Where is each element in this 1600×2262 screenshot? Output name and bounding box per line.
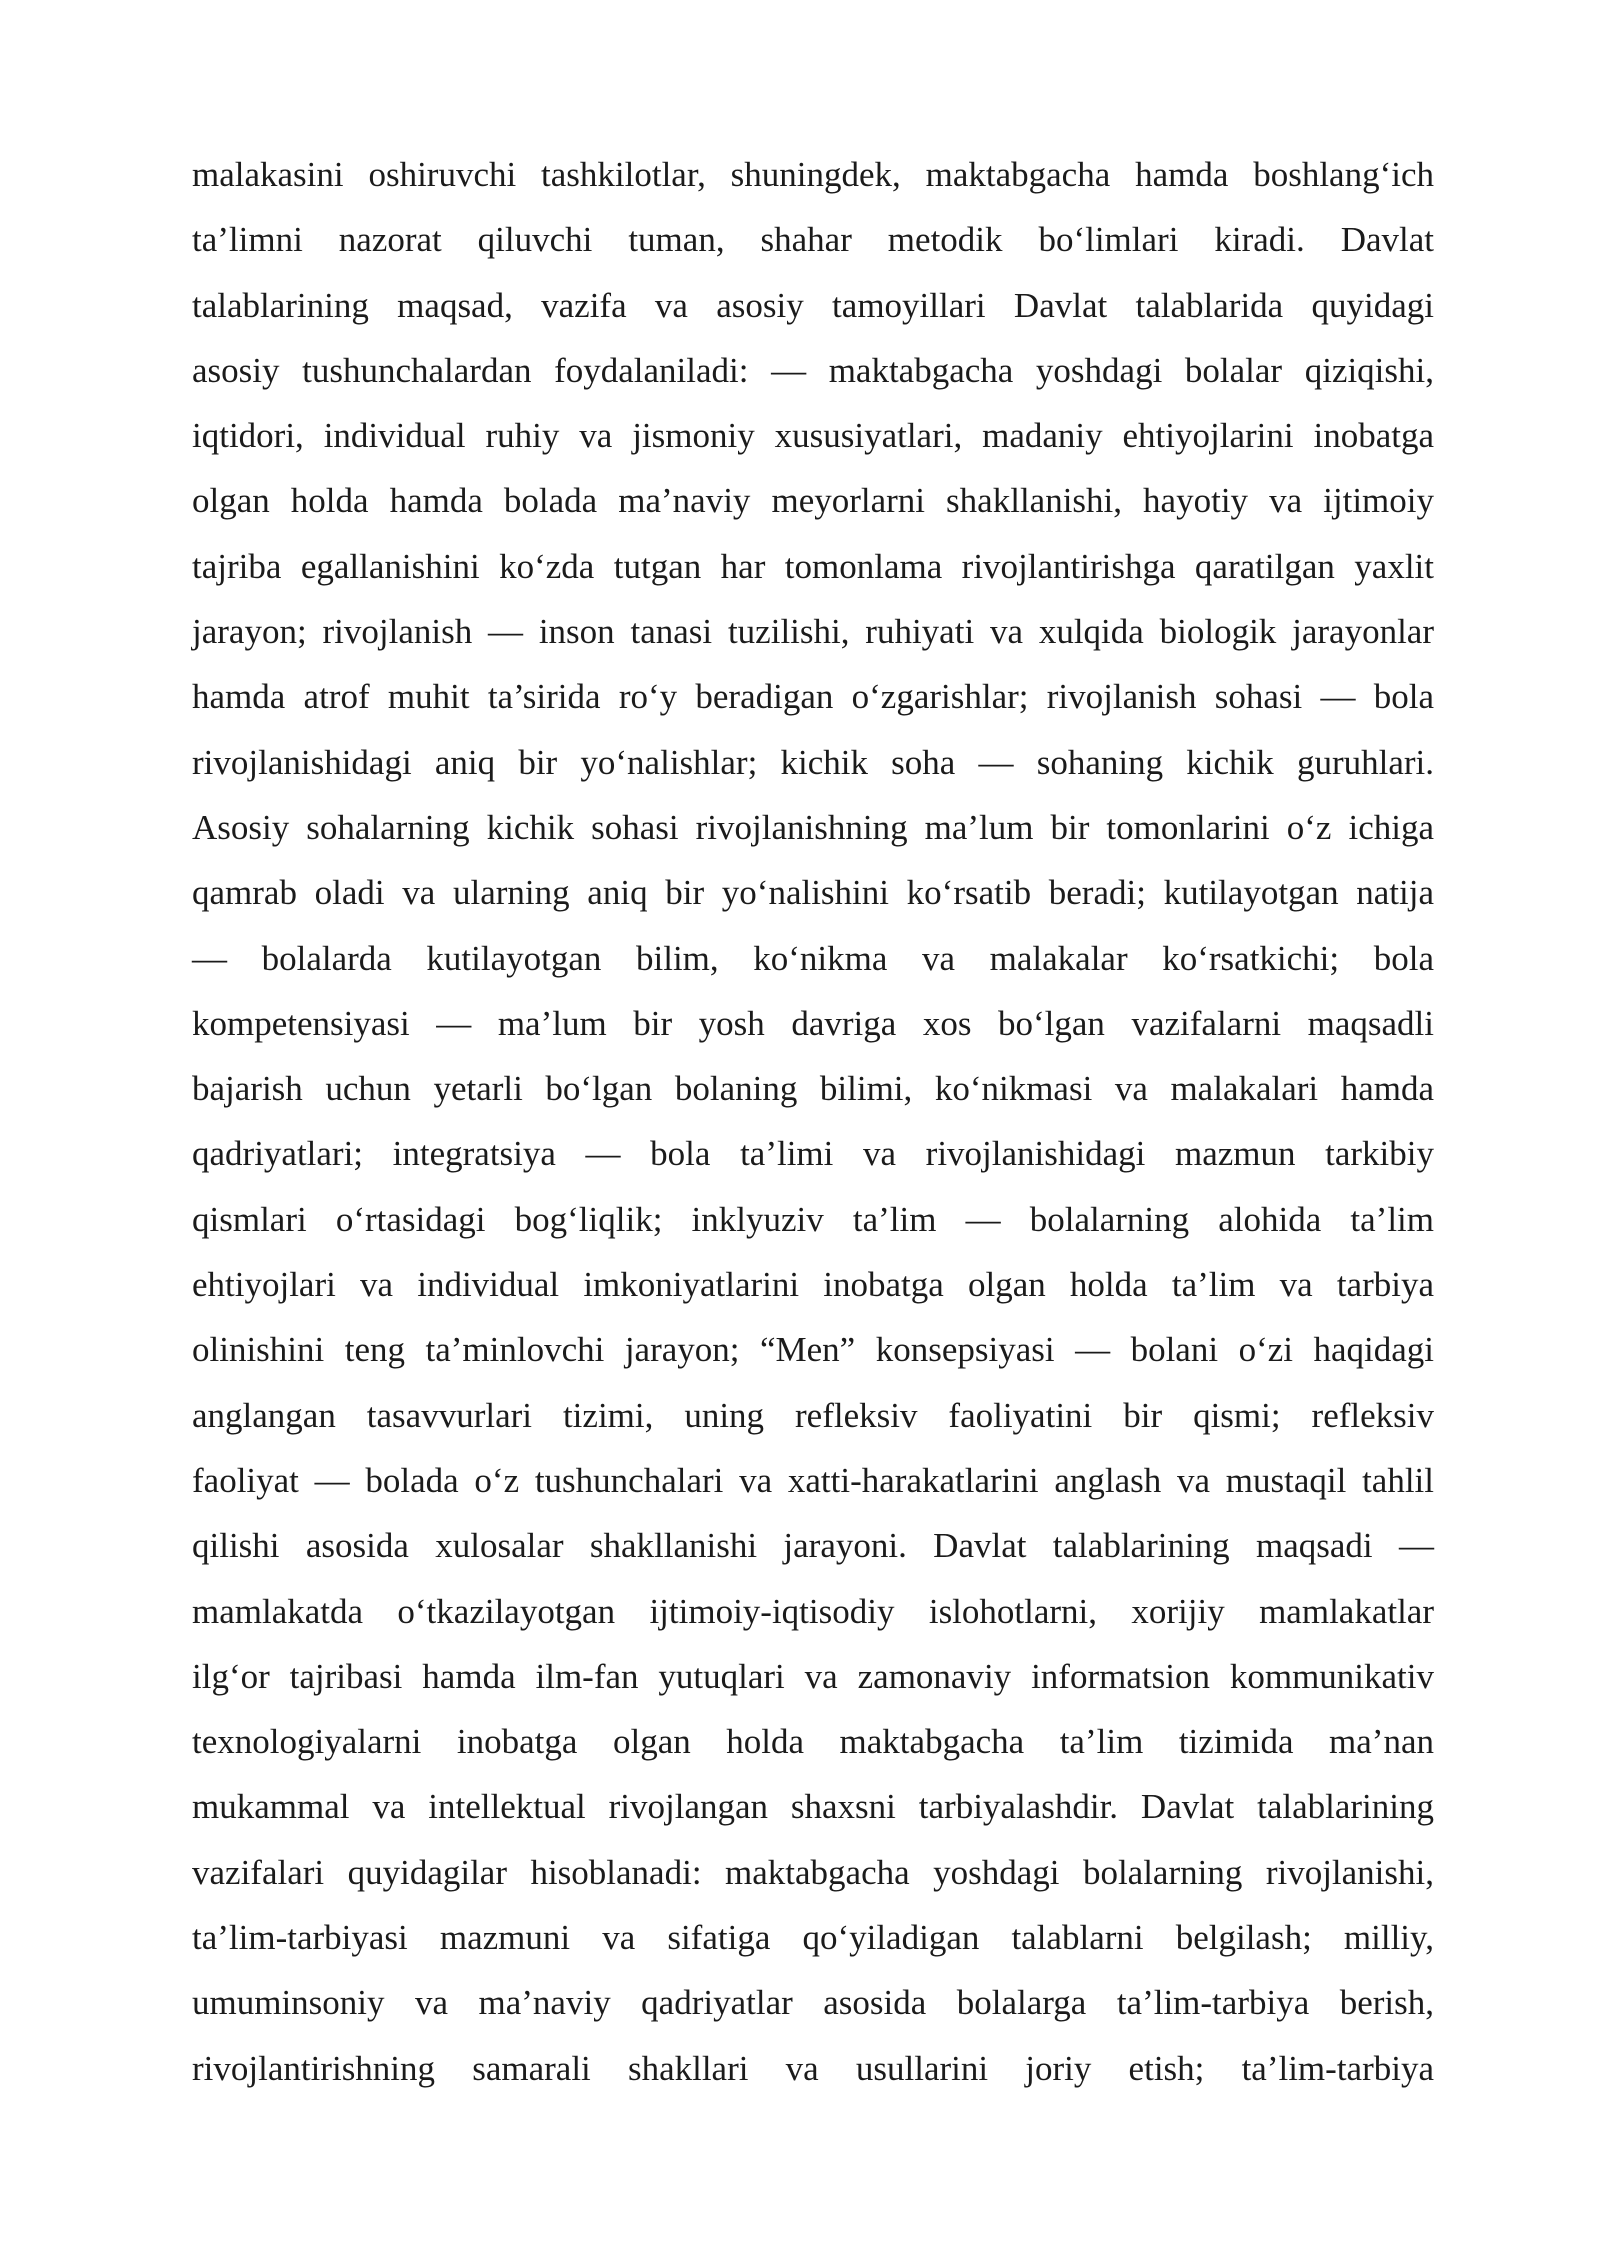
text-line: asosiy tushunchalardan foydalaniladi: — maktabgacha yoshdagi bolalar qiziqishi, [192, 350, 1434, 390]
text-line: talablarining maqsad, vazifa va asosiy tamoyillari Davlat talablarida quyidagi [192, 285, 1434, 325]
text-line: olinishini teng ta’minlovchi jarayon; “Men” konsepsiyasi — bolani o‘zi haqidagi [192, 1330, 1434, 1370]
text-line: rivojlanishidagi aniq bir yo‘nalishlar; kichik soha — sohaning kichik guruhlari. [192, 742, 1434, 782]
text-line: anglangan tasavvurlari tizimi, uning refleksiv faoliyatini bir qismi; refleksiv [192, 1395, 1434, 1435]
text-line: qamrab oladi va ularning aniq bir yo‘nalishini ko‘rsatib beradi; kutilayotgan natija [192, 873, 1434, 913]
text-line: umuminsoniy va ma’naviy qadriyatlar asosida bolalarga ta’lim-tarbiya berish, [192, 1983, 1434, 2023]
text-line: ta’limni nazorat qiluvchi tuman, shahar metodik bo‘limlari kiradi. Davlat [192, 220, 1434, 260]
text-line: malakasini oshiruvchi tashkilotlar, shuningdek, maktabgacha hamda boshlang‘ich [192, 155, 1434, 194]
text-line: bajarish uchun yetarli bo‘lgan bolaning bilimi, ko‘nikmasi va malakalari hamda [192, 1069, 1434, 1109]
text-line: iqtidori, individual ruhiy va jismoniy xususiyatlari, madaniy ehtiyojlarini inobatga [192, 416, 1434, 456]
text-line: Asosiy sohalarning kichik sohasi rivojlanishning ma’lum bir tomonlarini o‘z ichiga [192, 807, 1434, 847]
text-line: qilishi asosida xulosalar shakllanishi jarayoni. Davlat talablarining maqsadi — [192, 1526, 1434, 1566]
text-line: qismlari o‘rtasidagi bog‘liqlik; inklyuziv ta’lim — bolalarning alohida ta’lim [192, 1199, 1434, 1239]
text-line: mukammal va intellektual rivojlangan shaxsni tarbiyalashdir. Davlat talablarining [192, 1787, 1434, 1827]
text-line: ilg‘or tajribasi hamda ilm-fan yutuqlari va zamonaviy informatsion kommunikativ [192, 1656, 1434, 1696]
text-line: olgan holda hamda bolada ma’naviy meyorlarni shakllanishi, hayotiy va ijtimoiy [192, 481, 1434, 521]
text-line: hamda atrof muhit ta’sirida ro‘y beradigan o‘zgarishlar; rivojlanish sohasi — bola [192, 677, 1434, 717]
text-line: faoliyat — bolada o‘z tushunchalari va xatti-harakatlarini anglash va mustaqil tahlil [192, 1460, 1434, 1500]
text-line: mamlakatda o‘tkazilayotgan ijtimoiy-iqtisodiy islohotlarni, xorijiy mamlakatlar [192, 1591, 1434, 1631]
text-line: rivojlantirishning samarali shakllari va usullarini joriy etish; ta’lim-tarbiya [192, 2048, 1434, 2088]
body-paragraph [192, 148, 1434, 2107]
text-line: qadriyatlari; integratsiya — bola ta’limi va rivojlanishidagi mazmun tarkibiy [192, 1134, 1434, 1174]
text-line: ta’lim-tarbiyasi mazmuni va sifatiga qo‘yiladigan talablarni belgilash; milliy, [192, 1918, 1434, 1958]
text-line: — bolalarda kutilayotgan bilim, ko‘nikma va malakalar ko‘rsatkichi; bola [192, 938, 1434, 978]
text-line: jarayon; rivojlanish — inson tanasi tuzilishi, ruhiyati va xulqida biologik jarayonlar [192, 612, 1434, 652]
text-line: kompetensiyasi — ma’lum bir yosh davriga xos bo‘lgan vazifalarni maqsadli [192, 1003, 1434, 1043]
text-line: texnologiyalarni inobatga olgan holda maktabgacha ta’lim tizimida ma’nan [192, 1722, 1434, 1762]
text-line: ehtiyojlari va individual imkoniyatlarini inobatga olgan holda ta’lim va tarbiya [192, 1265, 1434, 1305]
text-line: tajriba egallanishini ko‘zda tutgan har tomonlama rivojlantirishga qaratilgan yaxlit [192, 546, 1434, 586]
text-line: vazifalari quyidagilar hisoblanadi: maktabgacha yoshdagi bolalarning rivojlanishi, [192, 1852, 1434, 1892]
